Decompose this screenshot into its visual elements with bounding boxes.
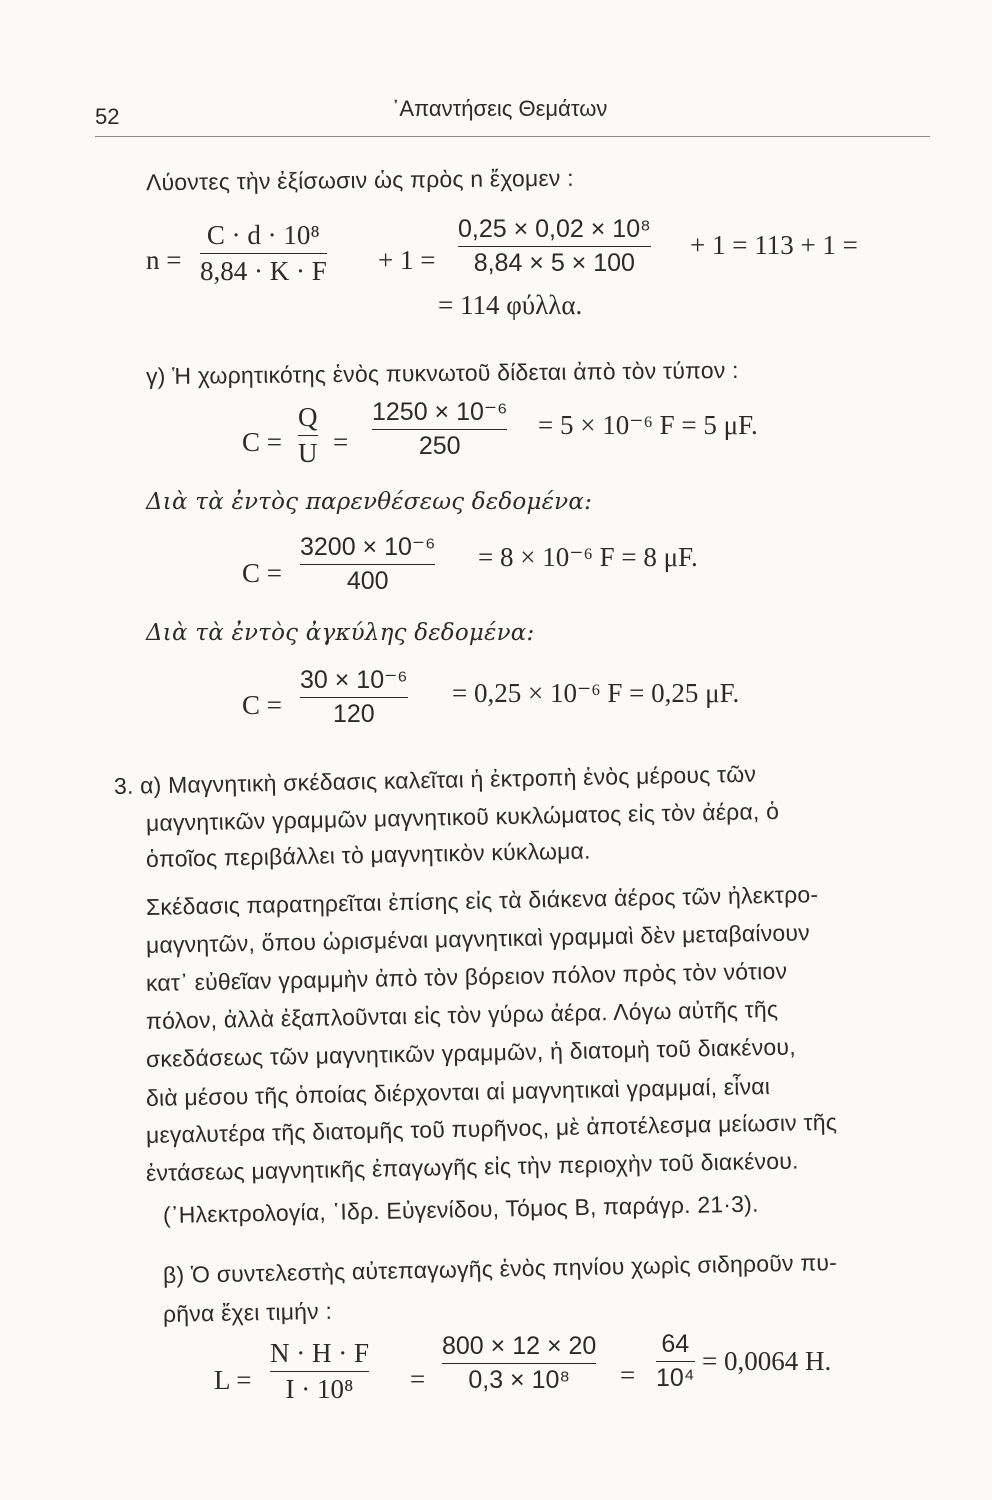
- fraction-bar: [656, 1361, 695, 1362]
- eq-n-result: = 114 φύλλα.: [438, 290, 583, 320]
- sb-f2-numerator: 800 × 12 × 20: [442, 1332, 597, 1360]
- fraction-bar: [270, 1371, 369, 1372]
- sb-line-1: β) Ὁ συντελεστὴς αὐτεπαγωγῆς ἑνὸς πηνίου χωρὶς σιδηροῦν πυ-: [162, 1249, 838, 1288]
- section-g-intro: γ) Ἡ χωρητικότης ἑνὸς πυκνωτοῦ δίδεται ἀπὸ τὸν τύπον :: [145, 356, 739, 390]
- fraction-bar: [442, 1363, 596, 1364]
- sb-rhs: = 0,0064 H.: [702, 1346, 832, 1376]
- fraction-bar: [200, 253, 327, 254]
- paren-data-label: Διὰ τὰ ἐντὸς παρενθέσεως δεδομένα:: [146, 489, 593, 515]
- s3-line-9: διὰ μέσου τῆς ὁποίας διέρχονται αἱ μαγνητικαὶ γραμμαί, εἶναι: [145, 1073, 771, 1111]
- eq-n-fraction-1: [200, 222, 327, 285]
- paren-denominator: 400: [346, 567, 389, 595]
- sb-f1-denominator: I · 10⁸: [285, 1374, 354, 1404]
- page-number: 52: [95, 104, 120, 129]
- section-g-q: Q: [298, 402, 318, 432]
- sb-eq1: =: [410, 1364, 426, 1394]
- paren-rhs: = 8 × 10⁻⁶ F = 8 μF.: [478, 542, 698, 572]
- section-g-u: U: [298, 438, 318, 468]
- bracket-numerator: 30 × 10⁻⁶: [300, 666, 408, 694]
- eq-n-f1-numerator: C · d · 10⁸: [206, 220, 320, 250]
- sb-f3-denominator: 10⁴: [656, 1364, 695, 1392]
- fraction-bar: [298, 435, 318, 436]
- s3-line-11: ἐντάσεως μαγνητικῆς ἐπαγωγῆς εἰς τὴν περιοχὴν τοῦ διακένου.: [145, 1147, 799, 1186]
- sb-fraction-3: [656, 1332, 695, 1391]
- s3-line-8: σκεδάσεως τῶν μαγνητικῶν γραμμῶν, ἡ διατομὴ τοῦ διακένου,: [145, 1033, 797, 1072]
- bracket-data-label: Διὰ τὰ ἐντὸς ἀγκύλης δεδομένα:: [146, 620, 535, 646]
- s3-line-6: κατ᾿ εὐθεῖαν γραμμὴν ἀπὸ τὸν βόρειον πόλον πρὸς τὸν νότιον: [145, 957, 788, 996]
- bracket-lhs: C =: [242, 690, 282, 720]
- bracket-fraction: [300, 668, 408, 727]
- s3-line-7: πόλον, ἀλλὰ ἐξαπλοῦνται εἰς τὸν γύρω ἀέρα. Λόγω αὐτῆς τῆς: [145, 995, 779, 1034]
- bracket-rhs: = 0,25 × 10⁻⁶ F = 0,25 μF.: [452, 678, 740, 708]
- eq-n-rhs: + 1 = 113 + 1 =: [690, 230, 858, 260]
- sb-eq2: =: [620, 1360, 636, 1390]
- eq-n-fraction-2: [458, 217, 651, 276]
- section-g-denominator: 250: [418, 432, 461, 460]
- eq-n-f1-denominator: 8,84 · K · F: [200, 256, 327, 286]
- sb-f3-numerator: 64: [661, 1330, 690, 1358]
- section-g-fraction-value: [372, 400, 507, 459]
- s3-citation: (᾿Ηλεκτρολογία, ῾Ιδρ. Εὐγενίδου, Τόμος Β, παράγρ. 21·3).: [162, 1190, 759, 1228]
- sb-fraction-1: [270, 1340, 369, 1403]
- paren-fraction: [300, 535, 435, 594]
- paren-lhs: C =: [242, 558, 282, 588]
- bracket-denominator: 120: [332, 700, 375, 728]
- header-rule: [95, 136, 930, 137]
- sb-f2-denominator: 0,3 × 10⁸: [468, 1366, 570, 1394]
- section-g-fraction-qu: [298, 404, 318, 467]
- section-g-rhs: = 5 × 10⁻⁶ F = 5 μF.: [538, 410, 758, 440]
- sb-lhs: L =: [214, 1365, 252, 1395]
- eq-n-intro: Λύοντες τὴν ἐξίσωσιν ὡς πρὸς n ἔχομεν :: [145, 164, 574, 196]
- fraction-bar: [458, 246, 651, 247]
- s3-line-10: μεγαλυτέρα τῆς διατομῆς τοῦ πυρῆνος, μὲ ἀποτέλεσμα μείωσιν τῆς: [145, 1108, 838, 1148]
- eq-n-lhs: n =: [146, 245, 182, 275]
- sb-fraction-2: [442, 1334, 596, 1393]
- s3-line-4: Σκέδασις παρατηρεῖται ἐπίσης εἰς τὰ διάκενα ἀέρος τῶν ἠλεκτρο-: [145, 881, 819, 920]
- s3-line-5: μαγνητῶν, ὅπου ὡρισμέναι μαγνητικαὶ γραμμαὶ δὲν μεταβαίνουν: [145, 919, 811, 958]
- eq-n-f2-denominator: 8,84 × 5 × 100: [473, 249, 635, 277]
- sb-f1-numerator: N · H · F: [270, 1338, 369, 1368]
- s3-line-2: μαγνητικῶν γραμμῶν μαγνητικοῦ κυκλώματος εἰς τὸν ἀέρα, ὁ: [145, 797, 780, 836]
- sb-line-2: ρῆνα ἔχει τιμήν :: [162, 1297, 333, 1327]
- fraction-bar: [372, 429, 507, 430]
- fraction-bar: [300, 697, 408, 698]
- section-g-numerator: 1250 × 10⁻⁶: [372, 398, 508, 426]
- paren-numerator: 3200 × 10⁻⁶: [300, 533, 436, 561]
- running-title: ᾿Απαντήσεις Θεμάτων: [392, 96, 608, 121]
- section-g-eq: =: [333, 427, 349, 457]
- eq-n-f2-numerator: 0,25 × 0,02 × 10⁸: [458, 215, 651, 243]
- fraction-bar: [300, 564, 435, 565]
- section-g-lhs: C =: [242, 427, 282, 457]
- eq-n-plus1: + 1 =: [378, 245, 436, 275]
- s3-line-3: ὁποῖος περιβάλλει τὸ μαγνητικὸν κύκλωμα.: [145, 837, 591, 872]
- s3-line-1: 3. α) Μαγνητικὴ σκέδασις καλεῖται ἡ ἐκτροπὴ ἑνὸς μέρους τῶν: [113, 760, 757, 799]
